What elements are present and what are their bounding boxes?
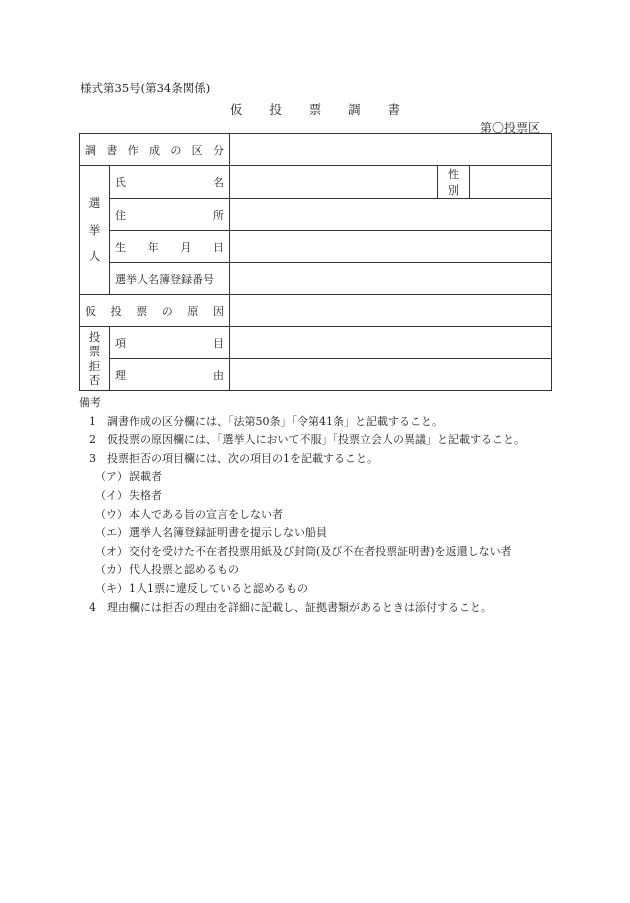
birthdate-row [80, 231, 552, 263]
note-subitem: （エ）選挙人名簿登録証明書を提示しない船員 [95, 526, 327, 540]
reason-label: 仮 投 票 の 原 因 [85, 304, 224, 318]
reason-detail-value-cell[interactable] [230, 359, 552, 391]
address-row [80, 199, 552, 231]
form-number: 様式第35号(第34条関係) [80, 81, 211, 95]
refusal-item-row [80, 327, 552, 359]
note-subitem: （イ）失格者 [95, 488, 162, 502]
note-subitem: （キ）1人1票に違反していると認めるもの [95, 581, 308, 595]
reason-label-cell [80, 295, 230, 327]
item-label: 項 目 [115, 336, 224, 350]
note-subitem: （オ）交付を受けた不在者投票用紙及び封筒(及び不在者投票証明書)を返還しない者 [95, 544, 512, 558]
section-label-cell [80, 134, 230, 166]
section-value-cell[interactable] [230, 134, 552, 166]
refusal-group-cell [80, 327, 110, 391]
registry-row [80, 263, 552, 295]
reason-row [80, 295, 552, 327]
reason-value-cell[interactable] [230, 295, 552, 327]
birthdate-label: 生 年 月 日 [115, 240, 224, 254]
name-value-cell[interactable] [230, 166, 438, 199]
registry-number-value-cell[interactable] [230, 263, 552, 295]
voter-group-label: 選 挙 人 [88, 196, 101, 264]
address-value-cell[interactable] [230, 199, 552, 231]
name-row [80, 166, 552, 199]
note-item: 2 仮投票の原因欄には、「選挙人において不服」「投票立会人の異議」と記載すること。 [89, 433, 525, 447]
title-char: 書 [387, 102, 400, 117]
document-title [230, 100, 400, 118]
birthdate-label-cell [110, 231, 230, 263]
title-char: 調 [348, 102, 361, 117]
note-item: 4 理由欄には拒否の理由を詳細に記載し、証拠書類があるときは添付すること。 [89, 600, 492, 614]
registry-number-label: 選挙人名簿登録番号 [110, 263, 230, 295]
item-label-cell [110, 327, 230, 359]
note-subitem: （カ）代人投票と認めるもの [95, 563, 239, 577]
title-char: 投 [269, 102, 282, 117]
section-label: 調 書 作 成 の 区 分 [85, 143, 224, 157]
notes-section [79, 394, 549, 617]
name-label-cell [110, 166, 230, 199]
refusal-reason-row [80, 359, 552, 391]
provisional-vote-form-table [79, 133, 552, 391]
title-char: 票 [308, 102, 322, 117]
note-subitem: （ア）誤載者 [95, 470, 162, 484]
reason-detail-label: 理 由 [115, 368, 224, 382]
note-item: 3 投票拒否の項目欄には、次の項目の1を記載すること。 [89, 451, 378, 465]
gender-value-cell[interactable] [470, 166, 552, 199]
voting-district: 第〇投票区 [479, 121, 540, 135]
section-row [80, 134, 552, 166]
gender-label: 性別 [438, 166, 470, 199]
title-char: 仮 [230, 102, 243, 117]
address-label: 住 所 [115, 208, 224, 222]
note-subitem: （ウ）本人である旨の宣言をしない者 [95, 507, 283, 521]
voter-group-cell [80, 166, 110, 295]
name-label: 氏 名 [115, 176, 224, 189]
refusal-group-label: 投 票 拒 否 [88, 329, 101, 387]
notes-heading: 備考 [79, 396, 101, 409]
address-label-cell [110, 199, 230, 231]
note-item: 1 調書作成の区分欄には、「法第50条」「令第41条」と記載すること。 [89, 414, 443, 428]
reason-detail-label-cell [110, 359, 230, 391]
item-value-cell[interactable] [230, 327, 552, 359]
birthdate-value-cell[interactable] [230, 231, 552, 263]
